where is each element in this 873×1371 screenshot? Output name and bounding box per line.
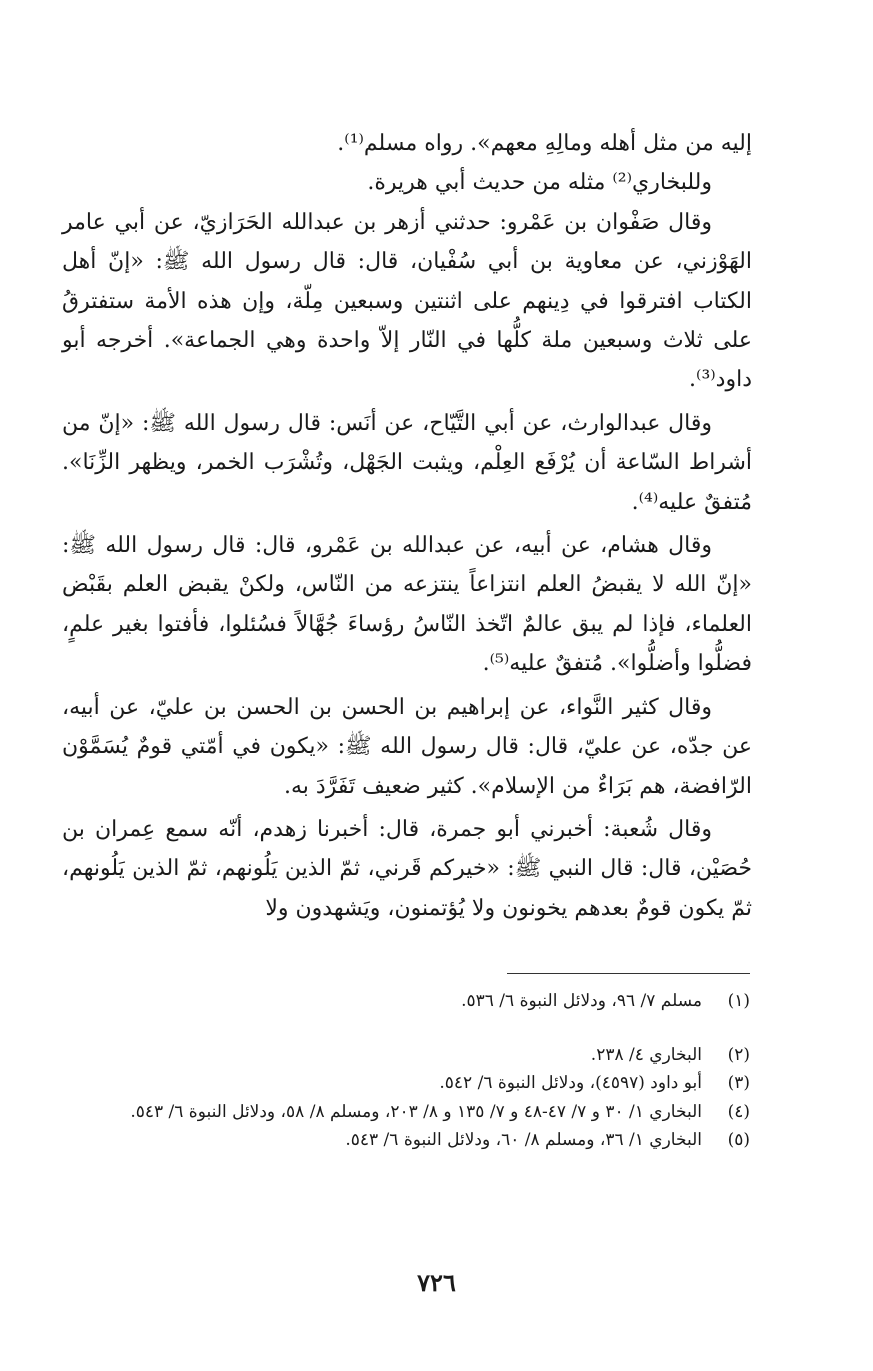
footnote (30, 1126, 750, 1155)
footnotes (30, 987, 750, 1155)
footnote-text: مسلم ٧/ ٩٦، ودلائل النبوة ٦/ ٥٣٦. (461, 991, 702, 1011)
footnote-number: (٤) (727, 1101, 750, 1122)
footnote-text: البخاري ٤/ ٢٣٨. (590, 1044, 702, 1065)
footnote-text: أبو داود (٤٥٩٧)، ودلائل النبوة ٦/ ٥٤٢. (439, 1073, 702, 1093)
paragraph: إليه من مثل أهله ومالِهِ معهم». رواه مسلم⁽¹⁾. (337, 131, 752, 156)
footnote-number: (١) (727, 991, 750, 1011)
footnote (30, 1069, 750, 1098)
paragraph: وللبخاري⁽²⁾ مثله من حديث أبي هريرة. (367, 170, 712, 196)
footnote (30, 1098, 750, 1127)
main-text (62, 124, 752, 928)
footnote (30, 987, 750, 1016)
paragraph: وقال كثير النَّواء، عن إبراهيم بن الحسن بن الحسن بن عليّ، عن أبيه، عن جدّه، عن عليّ، قال: قال رسول الله ﷺ: «يكون في أمّتي قومٌ يُسَمَّوْن الرّافضة، هم بَرَاءٌ من الإسلام». كثير ضعيف تَفَرَّدَ به. (62, 694, 752, 799)
paragraph: وقال شُعبة: أخبرني أبو جمرة، قال: أخبرنا زهدم، أنّه سمع عِمران بن حُصَيْن، قال: قال النبي ﷺ: «خيركم قَرني، ثمّ الذين يَلُونهم، ثمّ الذين يَلُونهم، ثمّ يكون قومٌ بعدهم يخونون ولا يُؤتمنون، ويَشهدون ولا (62, 816, 752, 921)
footnote-divider (507, 973, 750, 974)
footnote-number: (٣) (727, 1073, 750, 1093)
footnote-text: البخاري ١/ ٣٠ و ٧/ ٤٧-٤٨ و ٧/ ١٣٥ و ٨/ ٢٠٣، ومسلم ٨/ ٥٨، ودلائل النبوة ٦/ ٥٤٣. (130, 1101, 702, 1122)
footnote-number: (٢) (727, 1044, 750, 1065)
paragraph: وقال عبدالوارث، عن أبي التَّيّاح، عن أنَس: قال رسول الله ﷺ: «إنّ من أشراط السّاعة أن يُرْفَع العِلْم، ويثبت الجَهْل، وتُشْرَب الخمر، ويظهر الزِّنَا». مُتفقٌ عليه⁽⁴⁾. (62, 410, 752, 515)
footnote (30, 1041, 750, 1070)
paragraph: وقال صَفْوان بن عَمْرو: حدثني أزهر بن عبدالله الحَرَازيّ، عن أبي عامر الهَوْزني، عن معاوية بن أبي سُفْيان، قال: قال رسول الله ﷺ: «إنّ أهل الكتاب افترقوا في دِينهم على اثنتين وسبعين مِلّة، وإن هذه الأمة ستفترقُ على ثلاث وسبعين ملة كلُّها في النّار إلاّ واحدة وهي الجماعة». أخرجه أبو داود⁽³⁾. (62, 209, 752, 393)
paragraph: وقال هشام، عن أبيه، عن عبدالله بن عَمْرو، قال: قال رسول الله ﷺ: «إنّ الله لا يقبضُ العلم انتزاعاً ينتزعه من النّاس، ولكنْ يقبض العلم بقَبْض العلماء، فإذا لم يبق عالمٌ اتّخذ النّاسُ رؤساءَ جُهَّالاً فسُئلوا، فأفتوا بغير علمٍ، فضلُّوا وأضلُّوا». مُتفقٌ عليه⁽⁵⁾. (62, 533, 752, 677)
footnote-number: (٥) (727, 1130, 750, 1150)
page-number: ٧٢٦ (417, 1268, 456, 1297)
footnote-text: البخاري ١/ ٣٦، ومسلم ٨/ ٦٠، ودلائل النبوة ٦/ ٥٤٣. (345, 1130, 702, 1150)
